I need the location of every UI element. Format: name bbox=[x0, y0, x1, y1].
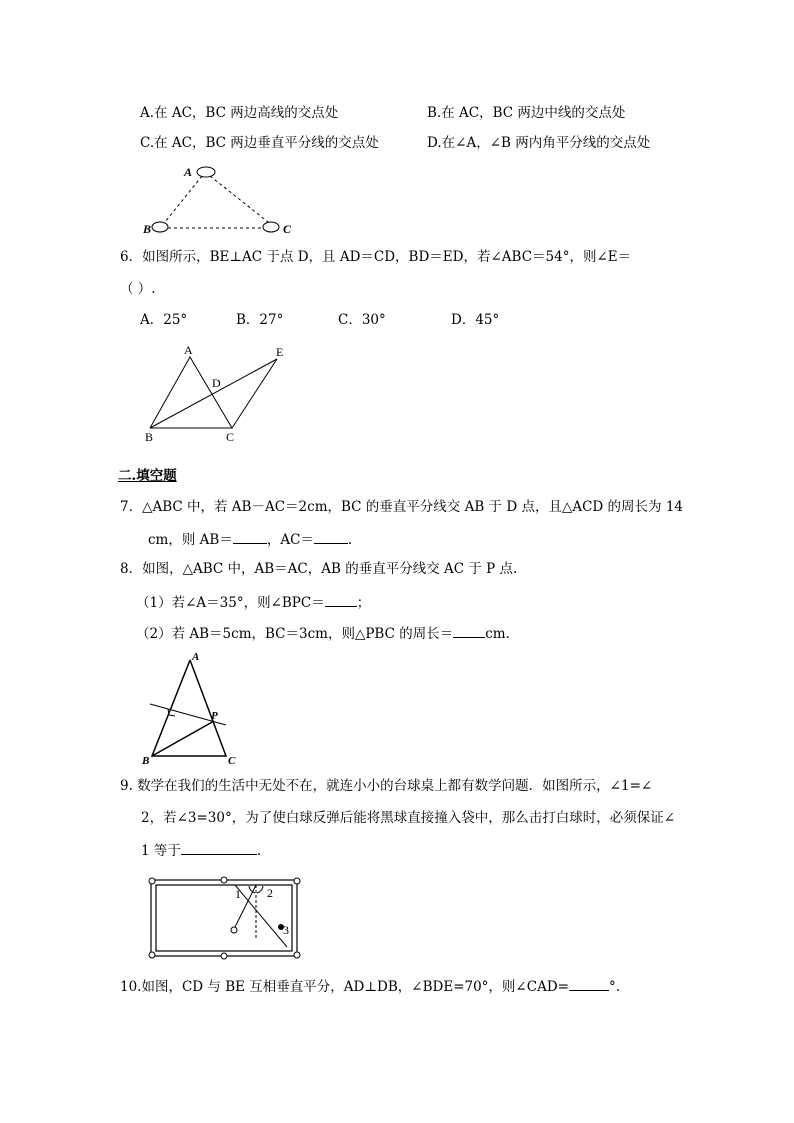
q9-pocket-top-right bbox=[294, 878, 300, 884]
q8-label-a: A bbox=[192, 651, 200, 663]
q9-angle-arc-2 bbox=[257, 886, 263, 893]
q6-label-d: D bbox=[212, 376, 221, 390]
q8-figure bbox=[138, 648, 248, 768]
q7-blank-ac[interactable] bbox=[314, 529, 348, 544]
q5-point-c bbox=[263, 222, 279, 232]
q7-stem-line2 bbox=[148, 529, 352, 549]
q5-point-a bbox=[197, 167, 215, 177]
q9-text: 1 等于 bbox=[141, 843, 181, 859]
q8-blank-bpc[interactable] bbox=[325, 592, 357, 607]
q6-line-ce bbox=[232, 359, 277, 428]
q9-path-incoming bbox=[235, 885, 287, 947]
q6-option-c: C．30° bbox=[338, 312, 386, 328]
q7-blank-ab[interactable] bbox=[233, 529, 267, 544]
q8-line-bp bbox=[152, 721, 214, 756]
q8-sub2 bbox=[136, 623, 510, 643]
q5-label-b: B bbox=[143, 222, 152, 236]
q6-label-c: C bbox=[226, 430, 235, 444]
q9-table-outer bbox=[151, 880, 297, 956]
q6-stem-line1: 6．如图所示，BE⊥AC 于点 D，且 AD＝CD，BD＝ED，若∠ABC＝54°，则∠E＝ bbox=[120, 249, 632, 265]
q9-stem-line2: 2，若∠3=30°，为了使白球反弹后能将黑球直接撞入袋中，那么击打白球时，必须保证∠ bbox=[141, 810, 676, 826]
q6-option-b: B．27° bbox=[236, 312, 284, 328]
q5-label-c: C bbox=[283, 222, 292, 236]
q9-stem-line1: 9. 数学在我们的生活中无处不在，就连小小的台球桌上都有数学问题．如图所示，∠1=∠ bbox=[120, 778, 653, 794]
q9-white-ball bbox=[231, 927, 237, 933]
q10-text: 10.如图，CD 与 BE 互相垂直平分，AD⊥DB，∠BDE=70°，则∠CAD= bbox=[120, 979, 569, 995]
q9-figure bbox=[145, 873, 305, 963]
q6-figure bbox=[140, 340, 300, 450]
q8-blank-perimeter[interactable] bbox=[453, 623, 485, 638]
q8-sub1-end: ； bbox=[356, 595, 371, 611]
q8-label-c: C bbox=[228, 755, 236, 767]
q6-stem-line2: （ ）. bbox=[120, 281, 156, 297]
q5-label-a: A bbox=[184, 165, 193, 179]
q6-label-e: E bbox=[276, 345, 284, 359]
q9-pocket-bottom-right bbox=[294, 952, 300, 958]
q5-point-b bbox=[152, 222, 168, 232]
q5-figure bbox=[140, 160, 300, 238]
q9-label-3: 3 bbox=[283, 923, 289, 937]
q8-label-b: B bbox=[142, 755, 150, 767]
q5-option-b: B.在 AC，BC 两边中线的交点处 bbox=[427, 105, 626, 121]
q9-text-end: . bbox=[256, 843, 262, 859]
q7-stem-line1: 7．△ABC 中，若 AB－AC＝2cm，BC 的垂直平分线交 AB 于 D 点，且△ACD 的周长为 14 bbox=[120, 499, 683, 515]
q5-option-c: C.在 AC，BC 两边垂直平分线的交点处 bbox=[140, 135, 379, 151]
q6-label-a: A bbox=[184, 343, 193, 357]
section-title: 二.填空题 bbox=[118, 468, 177, 484]
q6-option-d: D．45° bbox=[451, 312, 500, 328]
q9-label-1: 1 bbox=[235, 887, 241, 901]
q8-sub2-text: （2）若 AB＝5cm，BC＝3cm，则△PBC 的周长＝ bbox=[136, 626, 454, 642]
q9-pocket-bottom-mid bbox=[221, 953, 227, 959]
q6-option-a: A．25° bbox=[140, 312, 188, 328]
q6-triangle-abc bbox=[150, 357, 232, 428]
q7-text-ac: ，AC＝ bbox=[266, 532, 314, 548]
q10-blank-cad[interactable] bbox=[569, 976, 609, 991]
q8-stem: 8．如图，△ABC 中，AB＝AC，AB 的垂直平分线交 AC 于 P 点. bbox=[120, 561, 518, 577]
q5-line-ac bbox=[210, 176, 268, 222]
q5-option-d: D.在∠A，∠B 两内角平分线的交点处 bbox=[427, 135, 651, 151]
q9-pocket-top-left bbox=[149, 878, 155, 884]
q9-label-2: 2 bbox=[267, 886, 273, 900]
q9-stem-line3 bbox=[141, 840, 261, 860]
q10-stem bbox=[120, 976, 620, 996]
q9-blank-angle1[interactable] bbox=[181, 840, 257, 855]
q5-option-a: A.在 AC，BC 两边高线的交点处 bbox=[140, 105, 339, 121]
q9-pocket-bottom-left bbox=[149, 952, 155, 958]
q8-label-p: P bbox=[211, 710, 218, 722]
q8-sub2-end: cm. bbox=[485, 626, 510, 642]
q7-text-ab: cm，则 AB＝ bbox=[148, 532, 233, 548]
q6-label-b: B bbox=[145, 430, 154, 444]
q10-text-end: °. bbox=[608, 979, 621, 995]
q5-line-ab bbox=[165, 176, 202, 222]
q9-pocket-top-mid bbox=[221, 877, 227, 883]
q8-sub1-text: （1）若∠A＝35°，则∠BPC＝ bbox=[136, 595, 325, 611]
q7-text-end: . bbox=[347, 532, 353, 548]
q8-sub1 bbox=[136, 592, 370, 612]
